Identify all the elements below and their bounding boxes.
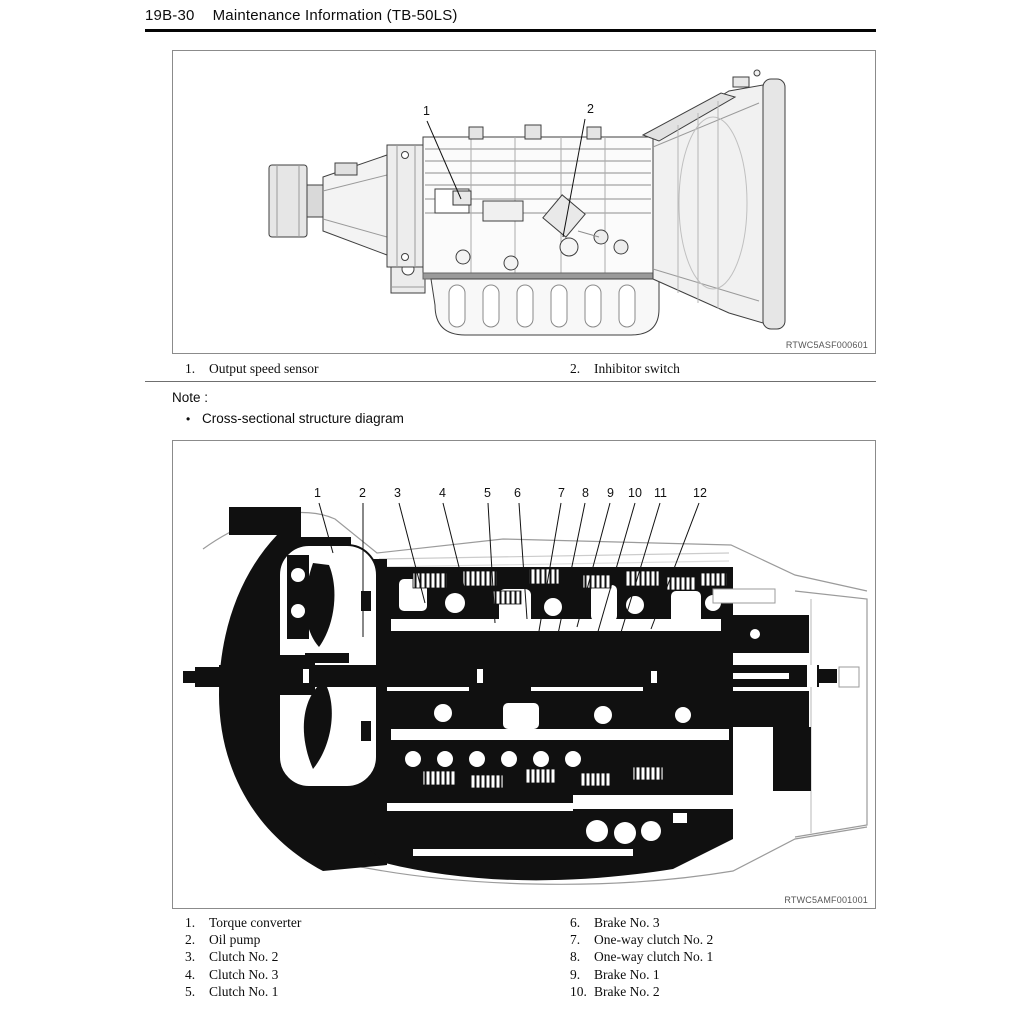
oil-pan-section <box>369 795 733 880</box>
page-title: Maintenance Information (TB-50LS) <box>212 7 458 24</box>
legend-number: 1. <box>185 361 196 376</box>
legend-number: 2. <box>570 361 581 376</box>
input-shaft-stub <box>183 667 219 687</box>
legend-item: 5. Clutch No. 1 <box>185 983 279 999</box>
callout-number-2: 2 <box>359 486 366 500</box>
callout-number-4: 4 <box>439 486 446 500</box>
callout-number-6: 6 <box>514 486 521 500</box>
header-rule <box>145 29 876 32</box>
note-bullet-item <box>186 411 404 426</box>
bullet-icon: • <box>186 412 191 426</box>
legend-item: 2. Oil pump <box>185 932 261 948</box>
callout-number-9: 9 <box>607 486 614 500</box>
callout-number-11: 11 <box>654 486 667 500</box>
page-header <box>145 7 458 24</box>
figure2-legend-left <box>185 914 301 1000</box>
section-divider-rule <box>145 381 876 382</box>
callout-number-8: 8 <box>582 486 589 500</box>
output-shaft <box>269 165 323 237</box>
legend-item: 10. Brake No. 2 <box>570 983 660 999</box>
figure2-legend-right <box>570 914 713 1000</box>
page-section-number: 19B-30 <box>145 7 195 24</box>
legend-item: 9. Brake No. 1 <box>570 966 660 982</box>
legend-label: Output speed sensor <box>209 361 319 376</box>
lower-gear-train <box>387 691 733 795</box>
callout-number-5: 5 <box>484 486 491 500</box>
note-bullet-text: Cross-sectional structure diagram <box>202 411 404 426</box>
cross-section-art <box>173 441 873 906</box>
legend-item: 7. One-way clutch No. 2 <box>570 932 714 948</box>
callout-number-3: 3 <box>394 486 401 500</box>
figure-cross-section <box>172 440 876 909</box>
figure1-legend-item-2 <box>570 361 680 377</box>
output-speed-sensor <box>453 191 471 205</box>
callout-number-10: 10 <box>628 486 642 500</box>
legend-item: 3. Clutch No. 2 <box>185 949 279 965</box>
oil-pan <box>423 273 663 335</box>
figure2-reference-code: RTWC5AMF001001 <box>784 895 868 905</box>
transmission-side-view-art <box>173 51 873 351</box>
callout-number-1: 1 <box>314 486 321 500</box>
legend-item: 6. Brake No. 3 <box>570 915 660 930</box>
callout-number-2: 2 <box>587 102 594 116</box>
callout-number-1: 1 <box>423 104 430 118</box>
callout-number-7: 7 <box>558 486 565 500</box>
callout-number-12: 12 <box>693 486 707 500</box>
figure-side-view <box>172 50 876 354</box>
legend-item: 8. One-way clutch No. 1 <box>570 949 714 965</box>
figure1-legend-item-1 <box>185 361 318 377</box>
legend-label: Inhibitor switch <box>594 361 680 376</box>
figure1-reference-code: RTWC5ASF000601 <box>785 340 868 350</box>
legend-item: 4. Clutch No. 3 <box>185 966 279 982</box>
legend-item: 1. Torque converter <box>185 915 302 930</box>
extension-housing <box>323 155 387 255</box>
bell-housing <box>643 70 785 329</box>
adapter-flange <box>387 145 423 267</box>
note-label: Note : <box>172 390 209 405</box>
